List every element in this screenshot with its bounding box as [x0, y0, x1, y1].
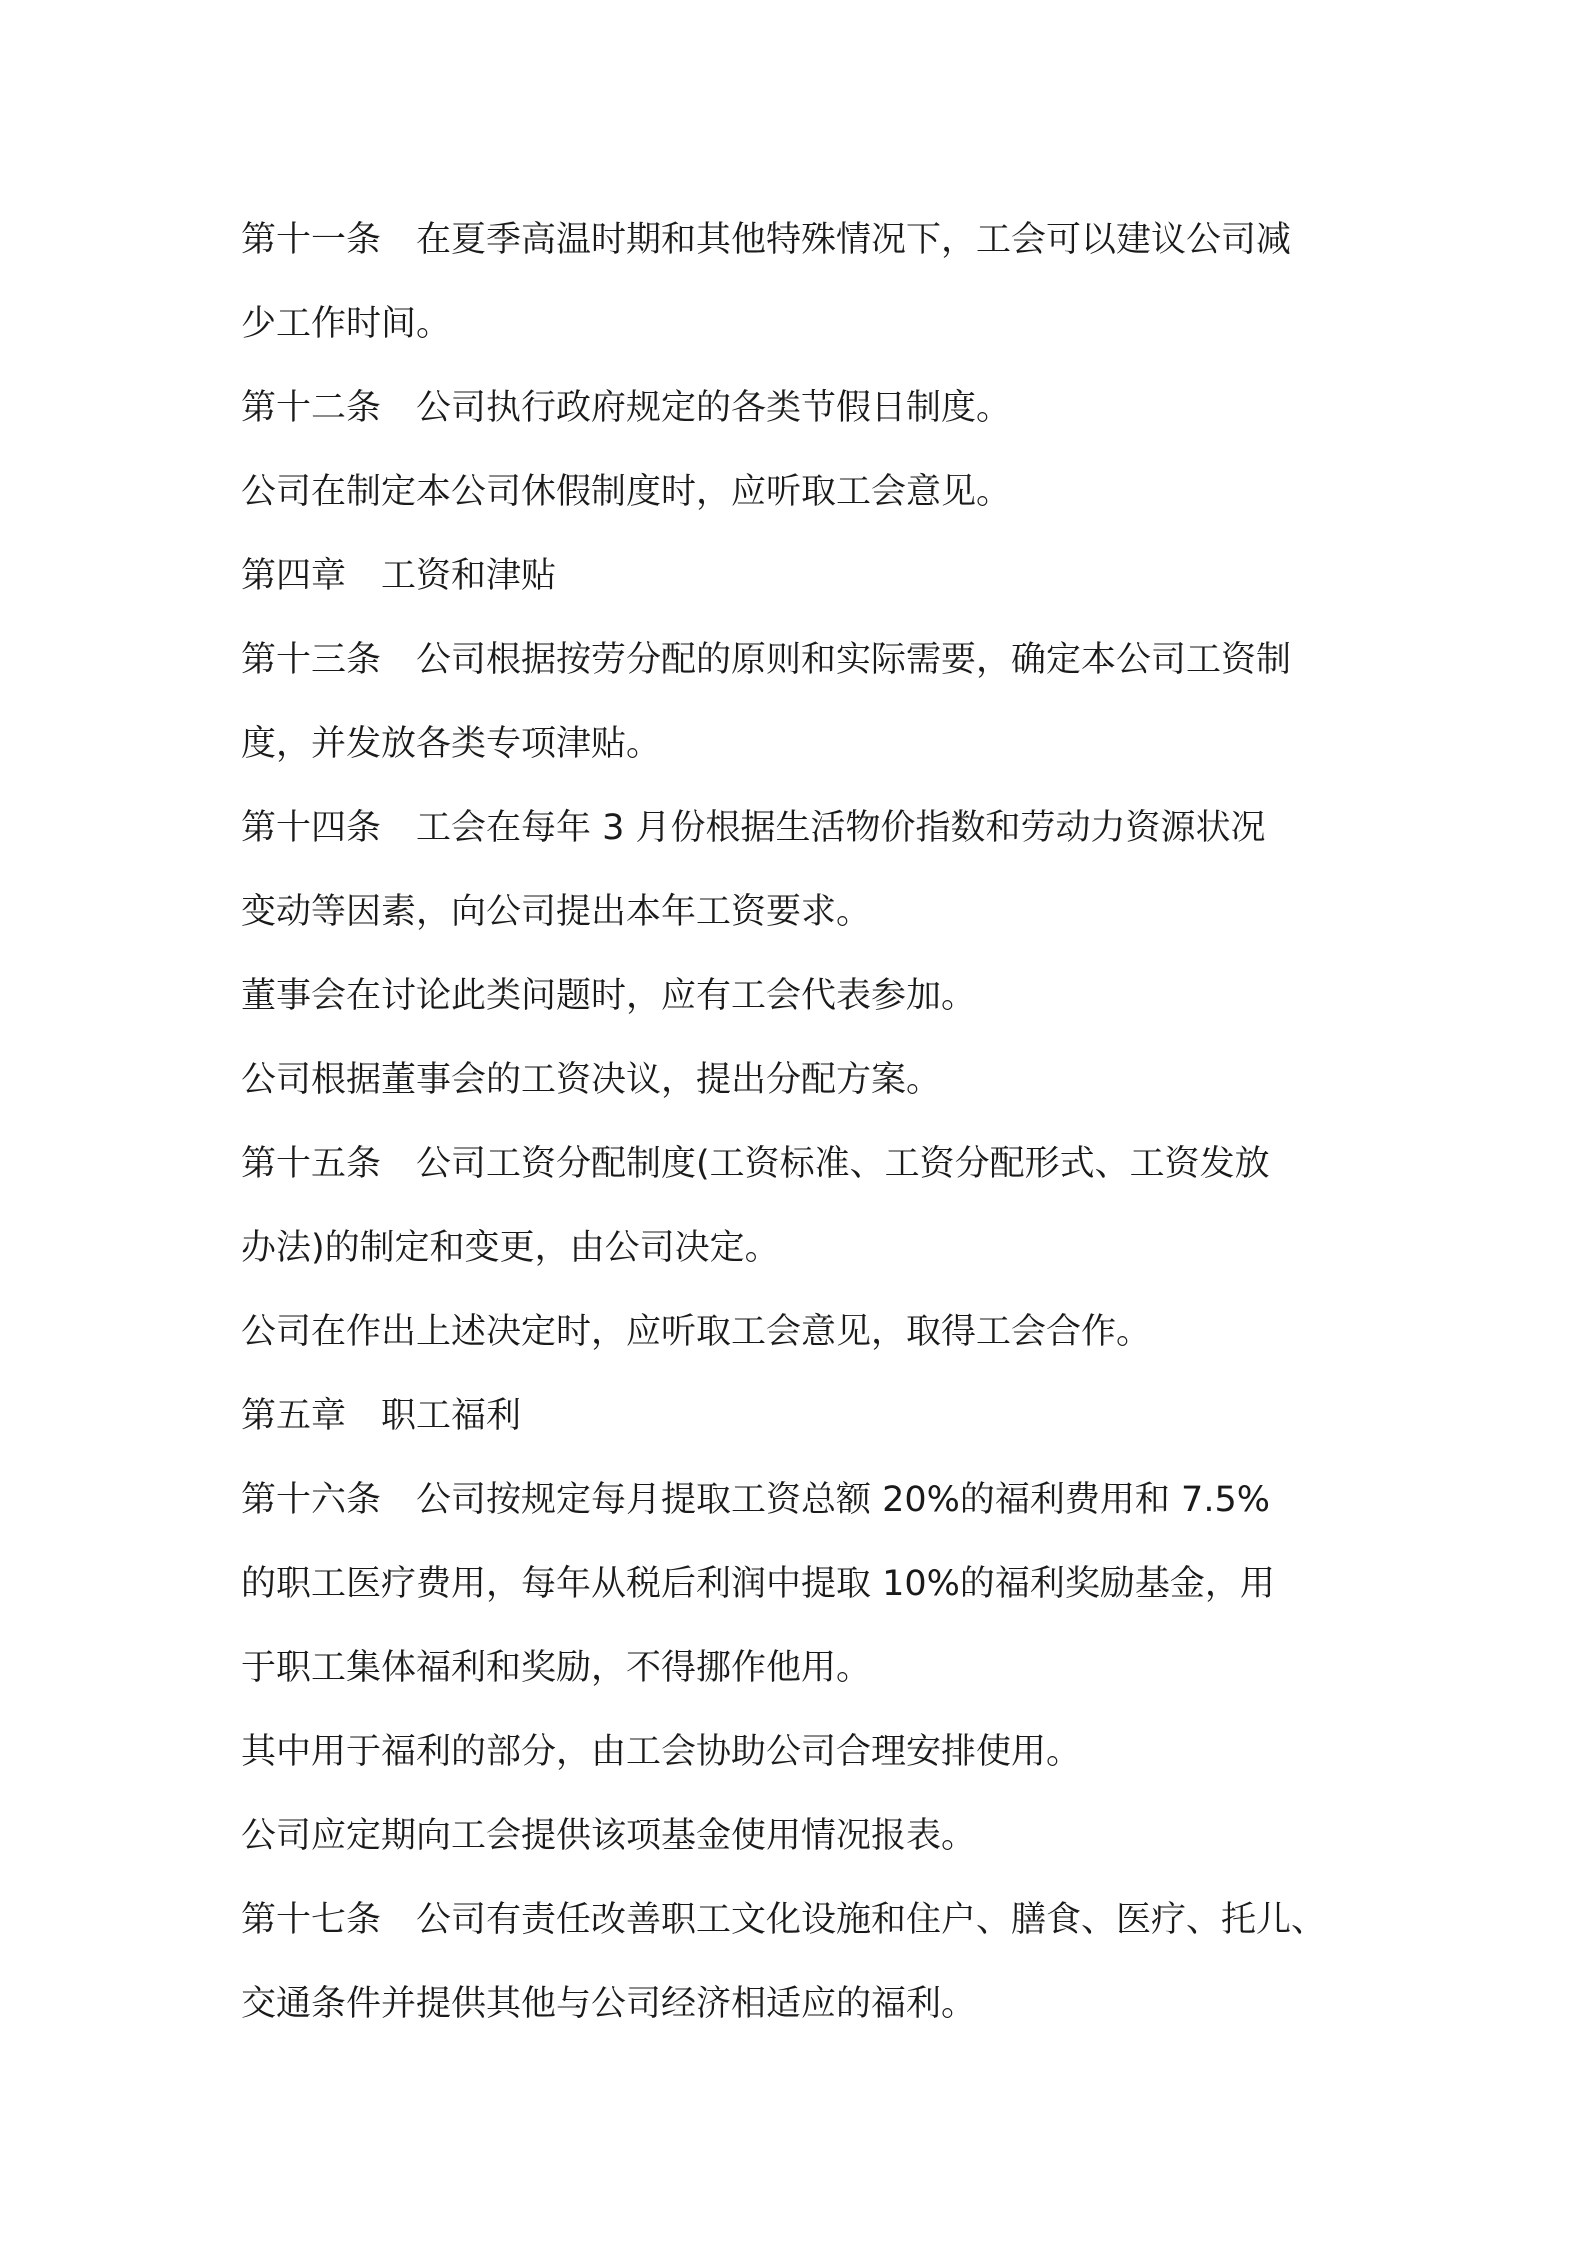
document-body — [241, 198, 1361, 2046]
article-11-line-1: 第十一条 在夏季高温时期和其他特殊情况下，工会可以建议公司减 — [241, 220, 1292, 260]
article-13-line-1: 第十三条 公司根据按劳分配的原则和实际需要，确定本公司工资制 — [241, 640, 1292, 680]
article-17-line-2: 交通条件并提供其他与公司经济相适应的福利。 — [241, 1984, 977, 2024]
chapter-5-heading: 第五章 职工福利 — [241, 1396, 522, 1436]
article-12-paragraph-2: 公司在制定本公司休假制度时，应听取工会意见。 — [241, 472, 1012, 512]
article-15-line-1: 第十五条 公司工资分配制度(工资标准、工资分配形式、工资发放 — [241, 1144, 1270, 1184]
article-16-paragraph-3: 公司应定期向工会提供该项基金使用情况报表。 — [241, 1816, 977, 1856]
article-15-line-2: 办法)的制定和变更，由公司决定。 — [241, 1228, 780, 1268]
article-16-line-3: 于职工集体福利和奖励，不得挪作他用。 — [241, 1648, 872, 1688]
article-12: 第十二条 公司执行政府规定的各类节假日制度。 — [241, 388, 1012, 428]
article-14-paragraph-2: 董事会在讨论此类问题时，应有工会代表参加。 — [241, 976, 977, 1016]
article-15-paragraph-2: 公司在作出上述决定时，应听取工会意见，取得工会合作。 — [241, 1312, 1152, 1352]
article-13-line-2: 度，并发放各类专项津贴。 — [241, 724, 662, 764]
article-11-line-2: 少工作时间。 — [241, 304, 452, 344]
article-14-line-1: 第十四条 工会在每年 3 月份根据生活物价指数和劳动力资源状况 — [241, 808, 1266, 848]
article-16-paragraph-2: 其中用于福利的部分，由工会协助公司合理安排使用。 — [241, 1732, 1082, 1772]
article-16-line-1: 第十六条 公司按规定每月提取工资总额 20%的福利费用和 7.5% — [241, 1480, 1270, 1520]
article-14-paragraph-3: 公司根据董事会的工资决议，提出分配方案。 — [241, 1060, 942, 1100]
article-14-line-2: 变动等因素，向公司提出本年工资要求。 — [241, 892, 872, 932]
chapter-4-heading: 第四章 工资和津贴 — [241, 556, 557, 596]
article-17-line-1: 第十七条 公司有责任改善职工文化设施和住户、膳食、医疗、托儿、 — [241, 1900, 1327, 1940]
article-16-line-2: 的职工医疗费用，每年从税后利润中提取 10%的福利奖励基金，用 — [241, 1564, 1275, 1604]
